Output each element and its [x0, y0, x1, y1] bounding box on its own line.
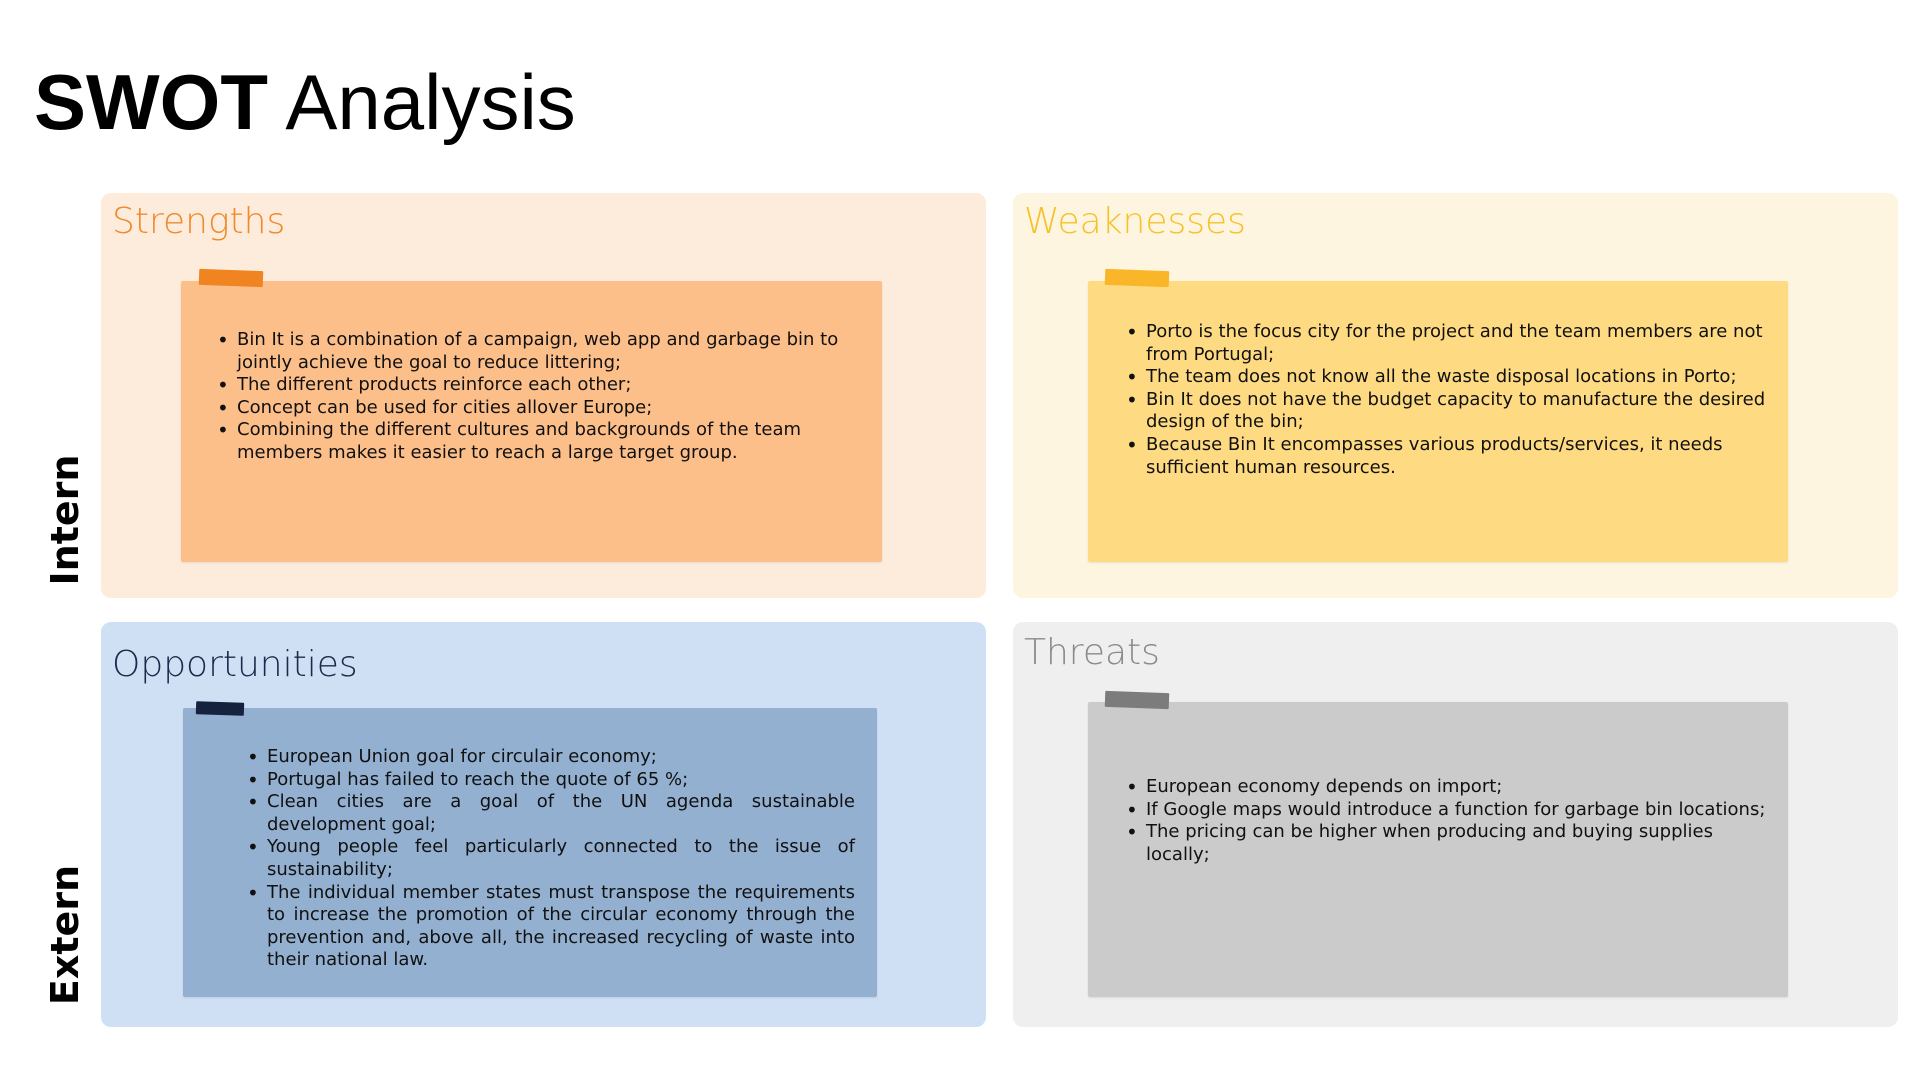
opportunities-item: • Clean cities are a goal of the UN agenda sustainable development goal; — [245, 791, 855, 836]
strengths-item: • Bin It is a combination of a campaign, web app and garbage bin to jointly achieve the goal to reduce littering; — [215, 329, 855, 374]
page-title-rest: Analysis — [285, 58, 576, 146]
weaknesses-sticky-note — [1088, 281, 1788, 562]
opportunities-item: • Portugal has failed to reach the quote of 65 %; — [245, 769, 855, 792]
opportunities-sticky-note — [183, 708, 877, 997]
opportunities-item: • European Union goal for circulair economy; — [245, 746, 855, 769]
tape-icon — [1105, 691, 1170, 709]
axis-label-extern: Extern — [43, 864, 87, 1006]
threats-title: Threats — [1024, 632, 1160, 673]
threats-item: • If Google maps would introduce a function for garbage bin locations; — [1124, 799, 1774, 822]
tape-icon — [196, 701, 244, 716]
threats-item: • The pricing can be higher when producing and buying supplies locally; — [1124, 821, 1774, 866]
threats-quadrant — [1013, 622, 1898, 1027]
axis-label-intern: Intern — [43, 454, 87, 586]
strengths-title: Strengths — [112, 201, 286, 242]
threats-sticky-note — [1088, 702, 1788, 997]
strengths-item: • Concept can be used for cities allover Europe; — [215, 397, 855, 420]
strengths-quadrant — [101, 193, 986, 598]
strengths-list — [215, 329, 855, 465]
weaknesses-item: • Because Bin It encompasses various products/services, it needs sufficient human resources. — [1124, 434, 1774, 479]
weaknesses-item: • The team does not know all the waste disposal locations in Porto; — [1124, 366, 1774, 389]
opportunities-list — [245, 746, 855, 972]
weaknesses-list — [1124, 321, 1774, 479]
strengths-item: • Combining the different cultures and backgrounds of the team members makes it easier to reach a large target group. — [215, 419, 855, 464]
tape-icon — [1105, 269, 1170, 287]
tape-icon — [199, 269, 264, 287]
weaknesses-item: • Bin It does not have the budget capacity to manufacture the desired design of the bin; — [1124, 389, 1774, 434]
threats-item: • European economy depends on import; — [1124, 776, 1774, 799]
opportunities-title: Opportunities — [112, 644, 358, 685]
opportunities-item: • Young people feel particularly connected to the issue of sustainability; — [245, 836, 855, 881]
opportunities-quadrant — [101, 622, 986, 1027]
weaknesses-title: Weaknesses — [1024, 201, 1246, 242]
weaknesses-item: • Porto is the focus city for the project and the team members are not from Portugal; — [1124, 321, 1774, 366]
threats-list — [1124, 776, 1774, 866]
weaknesses-quadrant — [1013, 193, 1898, 598]
strengths-sticky-note — [181, 281, 882, 562]
page-title-bold: SWOT — [34, 58, 268, 146]
opportunities-item: • The individual member states must transpose the requirements to increase the promotion of the circular economy through the prevention and, above all, the increased recycling of waste into their national law. — [245, 882, 855, 972]
strengths-item: • The different products reinforce each other; — [215, 374, 855, 397]
page-title — [34, 60, 576, 146]
